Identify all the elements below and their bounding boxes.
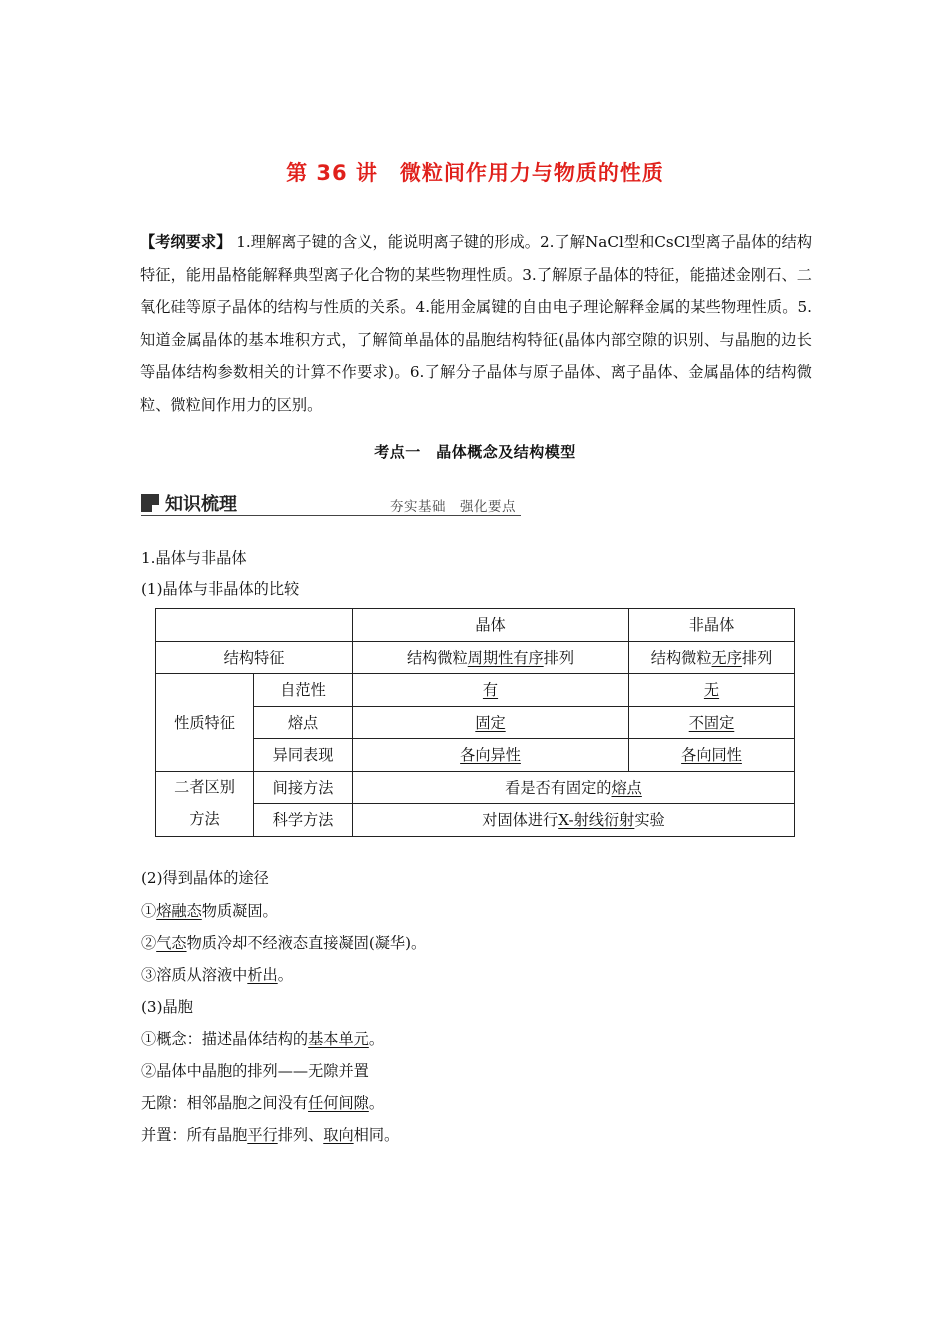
cell-text: 对固体进行 [482, 811, 559, 830]
cell-amorphous [629, 706, 795, 739]
heading-comparison: (1)晶体与非晶体的比较 [141, 580, 300, 598]
answer-blank: 熔融态 [156, 902, 202, 920]
answer-blank: 析出 [247, 966, 278, 984]
answer-blank: 无序 [711, 648, 742, 667]
answer-blank: 气态 [156, 934, 187, 952]
item-text: 。 [368, 1030, 384, 1048]
item-text: 。 [277, 966, 293, 984]
cell-text: 看是否有固定的 [505, 778, 612, 797]
requirements-text: 1.理解离子键的含义，能说明离子键的形成。2.了解NaCl型和CsCl型离子晶体的结构特征，能用晶格能解释典型离子化合物的某些物理性质。3.了解原子晶体的特征，能描述金刚石、二氧化硅等原子晶体的结构与性质的关系。4.能用金属键的自由电子理论解释金属的某些物理性质。5.知道金属晶体的基本堆积方式，了解简单晶体的晶胞结构特征(晶体内部空隙的识别、与晶胞的边长等晶体结构参数相关的计算不作要求)。6.了解分子晶体与原子晶体、离子晶体、金属晶体的结构微粒、微粒间作用力的区别。 [140, 233, 813, 414]
cell-text: 排列 [741, 648, 773, 667]
item-text: 。 [368, 1094, 384, 1112]
page-title: 第 36 讲 微粒间作用力与物质的性质 [286, 161, 664, 185]
cell-amorphous [629, 739, 795, 772]
item-text: ③溶质从溶液中 [141, 966, 248, 984]
row-label: 自范性 [254, 674, 353, 707]
method-cell [353, 771, 795, 804]
cell-text: 实验 [634, 811, 665, 830]
table-cell-empty [156, 609, 353, 642]
item-text: 物质凝固。 [201, 902, 278, 920]
answer-blank: 基本单元 [308, 1030, 369, 1048]
item-text: 排列、 [277, 1126, 324, 1144]
row-label: 异同表现 [254, 739, 353, 772]
heading-crystal-ways: (2)得到晶体的途径 [141, 869, 269, 887]
section-subtitle: 夯实基础 强化要点 [390, 499, 516, 515]
structure-crystal [353, 641, 629, 674]
answer-blank: 周期性有序 [467, 648, 544, 667]
answer-blank: 不固定 [688, 713, 735, 732]
cell-text: 排列 [543, 648, 575, 667]
list-item [141, 1028, 384, 1049]
answer-blank: 熔点 [611, 778, 642, 797]
list-item [141, 900, 278, 921]
cell-crystal [353, 706, 629, 739]
item-text: 物质冷却不经液态直接凝固(凝华)。 [186, 934, 427, 952]
table-row [156, 609, 795, 642]
answer-blank: 各向异性 [460, 746, 521, 765]
list-item [141, 964, 293, 985]
cell-text: 二者区别 [174, 778, 235, 796]
cell-amorphous [629, 674, 795, 707]
item-text: 相同。 [353, 1126, 400, 1144]
list-number: ① [141, 902, 157, 920]
answer-blank: 固定 [475, 713, 506, 732]
table-row [156, 674, 795, 707]
syllabus-requirements [140, 226, 812, 421]
list-item [141, 932, 426, 953]
comparison-table [155, 608, 795, 837]
square-block-icon [141, 494, 159, 512]
cell-crystal [353, 739, 629, 772]
list-item: ②晶体中晶胞的排列——无隙并置 [141, 1062, 369, 1080]
list-item [141, 1092, 384, 1113]
requirements-tag: 【考纲要求】 [140, 233, 232, 251]
item-text: 并置：所有晶胞 [141, 1126, 248, 1144]
cell-crystal [353, 674, 629, 707]
answer-blank: 各向同性 [681, 746, 742, 765]
property-label: 性质特征 [156, 674, 254, 772]
item-text: ①概念：描述晶体结构的 [141, 1030, 309, 1048]
table-row [156, 771, 795, 804]
heading-crystal-amorphous: 1.晶体与非晶体 [141, 549, 247, 567]
item-text: 无隙：相邻晶胞之间没有 [141, 1094, 309, 1112]
heading-unit-cell: (3)晶胞 [141, 998, 193, 1016]
answer-blank: 平行 [247, 1126, 278, 1144]
header-amorphous: 非晶体 [629, 609, 795, 642]
row-label: 间接方法 [254, 771, 353, 804]
section-header [141, 490, 521, 520]
cell-text: 结构微粒 [406, 648, 468, 667]
topic-title: 考点一 晶体概念及结构模型 [374, 443, 576, 461]
section-name: 知识梳理 [165, 494, 237, 515]
answer-blank: 无 [703, 681, 720, 700]
cell-text: 方法 [189, 809, 220, 828]
header-crystal: 晶体 [353, 609, 629, 642]
row-label: 熔点 [254, 706, 353, 739]
row-label: 科学方法 [254, 804, 353, 837]
answer-blank: 有 [482, 681, 499, 700]
answer-blank: 取向 [323, 1126, 354, 1144]
method-cell [353, 804, 795, 837]
structure-label: 结构特征 [156, 641, 353, 674]
answer-blank: 任何间隙 [308, 1094, 369, 1112]
answer-blank: X-射线衍射 [558, 811, 635, 830]
list-number: ② [141, 934, 157, 952]
table-row [156, 641, 795, 674]
list-item [141, 1124, 399, 1145]
cell-text: 结构微粒 [650, 648, 712, 667]
section-divider [141, 515, 521, 516]
structure-amorphous [629, 641, 795, 674]
difference-label [156, 771, 254, 836]
